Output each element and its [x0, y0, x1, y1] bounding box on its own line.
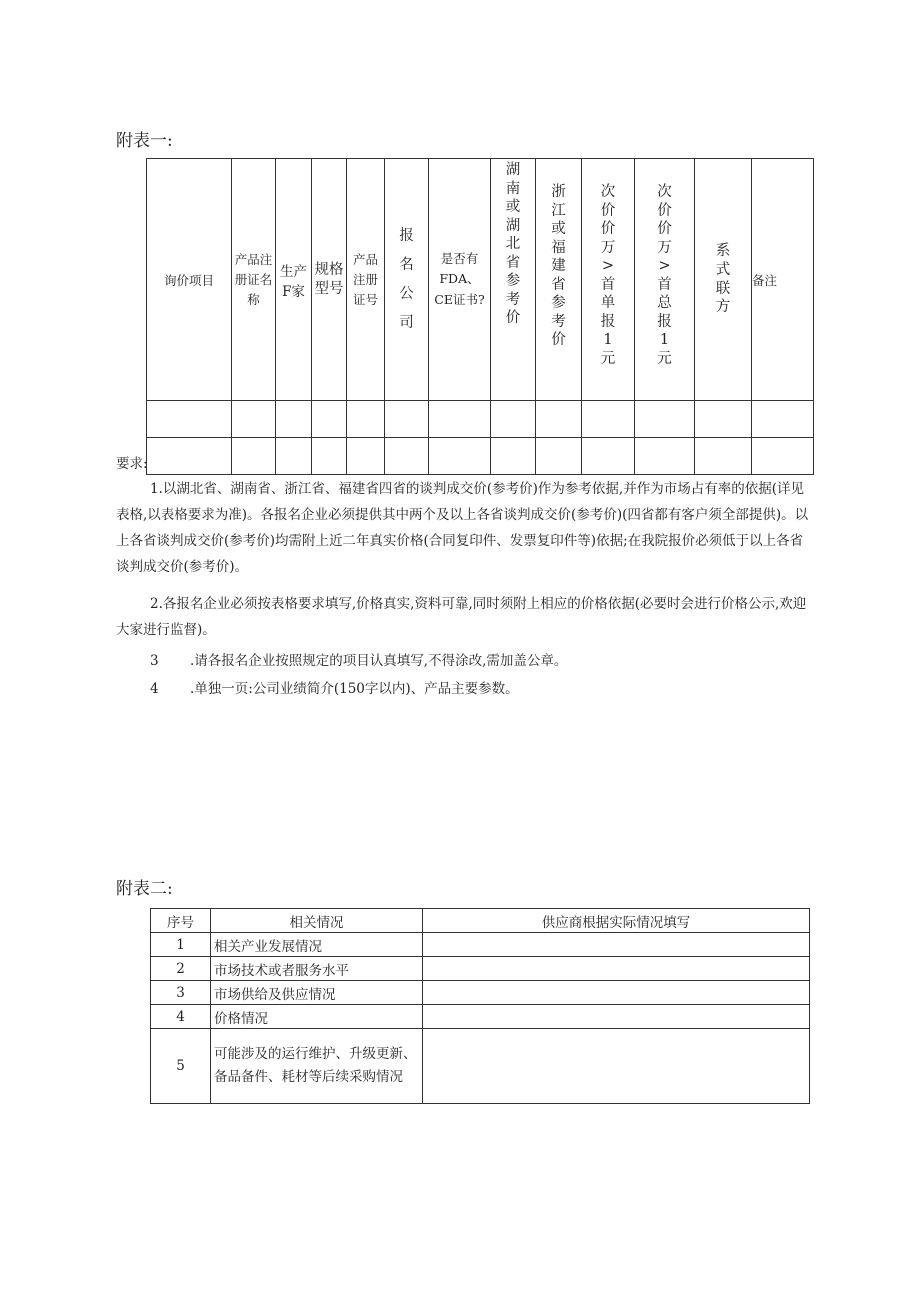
item-text: .请各报名企业按照规定的项目认真填写,不得涂改,需加盖公章。 — [190, 653, 568, 669]
header-text: 备注 — [752, 272, 778, 288]
cell[interactable] — [385, 438, 429, 475]
cell[interactable] — [582, 438, 635, 475]
inquiry-table — [146, 158, 814, 475]
row-number: 4 — [151, 1005, 211, 1029]
cell[interactable] — [385, 401, 429, 438]
requirement-item-3 — [150, 649, 567, 669]
header-spec-model — [312, 159, 347, 401]
row-description: 市场技术或者服务水平 — [211, 957, 423, 981]
row-description: 价格情况 — [211, 1005, 423, 1029]
cell[interactable] — [347, 438, 385, 475]
inquiry-table-empty-row — [147, 438, 814, 475]
cell[interactable] — [429, 438, 491, 475]
item-text: .单独一页:公司业绩简介(150字以内)、产品主要参数。 — [190, 681, 519, 697]
cell[interactable] — [536, 438, 582, 475]
header-supplier-fill: 供应商根据实际情况填写 — [423, 909, 810, 933]
header-text: 次价价万>首总报1元 — [657, 184, 672, 367]
header-registration-name — [232, 159, 276, 401]
header-text: 湖南或湖北省参考价 — [505, 162, 521, 327]
row-number: 5 — [151, 1029, 211, 1104]
cell[interactable] — [429, 401, 491, 438]
cell[interactable] — [276, 438, 312, 475]
header-situation: 相关情况 — [211, 909, 423, 933]
appendix-two-heading: 附表二: — [116, 879, 173, 899]
cell[interactable] — [491, 401, 536, 438]
header-price-col-2 — [635, 159, 695, 401]
item-number: 4 — [150, 681, 159, 697]
cell[interactable] — [635, 401, 695, 438]
header-price-col-1 — [582, 159, 635, 401]
header-text: 浙江或福建省参考价 — [551, 184, 566, 349]
header-bidding-company — [385, 159, 429, 401]
situation-row — [151, 957, 810, 981]
row-fill-cell[interactable] — [423, 981, 810, 1005]
cell[interactable] — [635, 438, 695, 475]
requirements-label: 要求: — [116, 456, 148, 472]
cell[interactable] — [147, 401, 232, 438]
cell[interactable] — [695, 438, 752, 475]
requirement-paragraph-1: 1.以湖北省、湖南省、浙江省、福建省四省的谈判成交价(参考价)作为参考依据,并作为市场占有率的依据(详见表格,以表格要求为准)。各报名企业必须提供其中两个及以上各省谈判成交价(参考价)(四省都有客户须全部提供)。以上各省谈判成交价(参考价)均需附上近二年真实价格(合同复印件、发票复印件等)依据;在我院报价必须低于以上各省谈判成交价(参考价)。 — [116, 481, 809, 575]
header-registration-number — [347, 159, 385, 401]
header-fda-ce — [429, 159, 491, 401]
situation-row — [151, 981, 810, 1005]
requirement-item-4 — [150, 677, 519, 697]
header-text: 规格型号 — [314, 261, 344, 297]
situation-row — [151, 1005, 810, 1029]
header-text: 系式联方 — [715, 243, 731, 316]
row-fill-cell[interactable] — [423, 1005, 810, 1029]
header-text: 产品注册证名称 — [234, 251, 273, 307]
row-fill-cell[interactable] — [423, 933, 810, 957]
cell[interactable] — [752, 438, 814, 475]
cell[interactable] — [312, 438, 347, 475]
requirement-paragraph-2: 2.各报名企业必须按表格要求填写,价格真实,资料可靠,同时须附上相应的价格依据(必要时会进行价格公示,欢迎大家进行监督)。 — [116, 596, 807, 638]
header-hunan-hubei-price — [491, 159, 536, 401]
header-text: 是否有FDA、CE证书? — [434, 250, 485, 307]
header-text: 询价项目 — [163, 272, 214, 288]
item-number: 3 — [150, 653, 159, 669]
header-text: 报名公司 — [399, 227, 414, 331]
row-description: 可能涉及的运行维护、升级更新、备品备件、耗材等后续采购情况 — [211, 1029, 423, 1104]
situation-table-header-row — [151, 909, 810, 933]
row-description: 市场供给及供应情况 — [211, 981, 423, 1005]
cell[interactable] — [312, 401, 347, 438]
cell[interactable] — [491, 438, 536, 475]
header-text: 产品注册证号 — [352, 251, 378, 307]
header-serial: 序号 — [151, 909, 211, 933]
row-description: 相关产业发展情况 — [211, 933, 423, 957]
header-text: 生产F家 — [280, 263, 307, 300]
row-number: 3 — [151, 981, 211, 1005]
cell[interactable] — [347, 401, 385, 438]
situation-table — [150, 908, 810, 1104]
appendix-one-heading: 附表一: — [116, 131, 173, 151]
cell[interactable] — [582, 401, 635, 438]
header-text: 次价价万>首单报1元 — [600, 184, 616, 367]
header-manufacturer — [276, 159, 312, 401]
header-inquiry-item — [147, 159, 232, 401]
cell[interactable] — [232, 438, 276, 475]
cell[interactable] — [752, 401, 814, 438]
inquiry-table-header-row — [147, 159, 814, 401]
header-remarks — [752, 159, 814, 401]
header-contact — [695, 159, 752, 401]
cell[interactable] — [536, 401, 582, 438]
cell[interactable] — [276, 401, 312, 438]
row-number: 1 — [151, 933, 211, 957]
row-number: 2 — [151, 957, 211, 981]
inquiry-table-empty-row — [147, 401, 814, 438]
cell[interactable] — [147, 438, 232, 475]
situation-row — [151, 933, 810, 957]
header-zhejiang-fujian-price — [536, 159, 582, 401]
cell[interactable] — [232, 401, 276, 438]
row-fill-cell[interactable] — [423, 957, 810, 981]
situation-row — [151, 1029, 810, 1104]
cell[interactable] — [695, 401, 752, 438]
row-fill-cell[interactable] — [423, 1029, 810, 1104]
